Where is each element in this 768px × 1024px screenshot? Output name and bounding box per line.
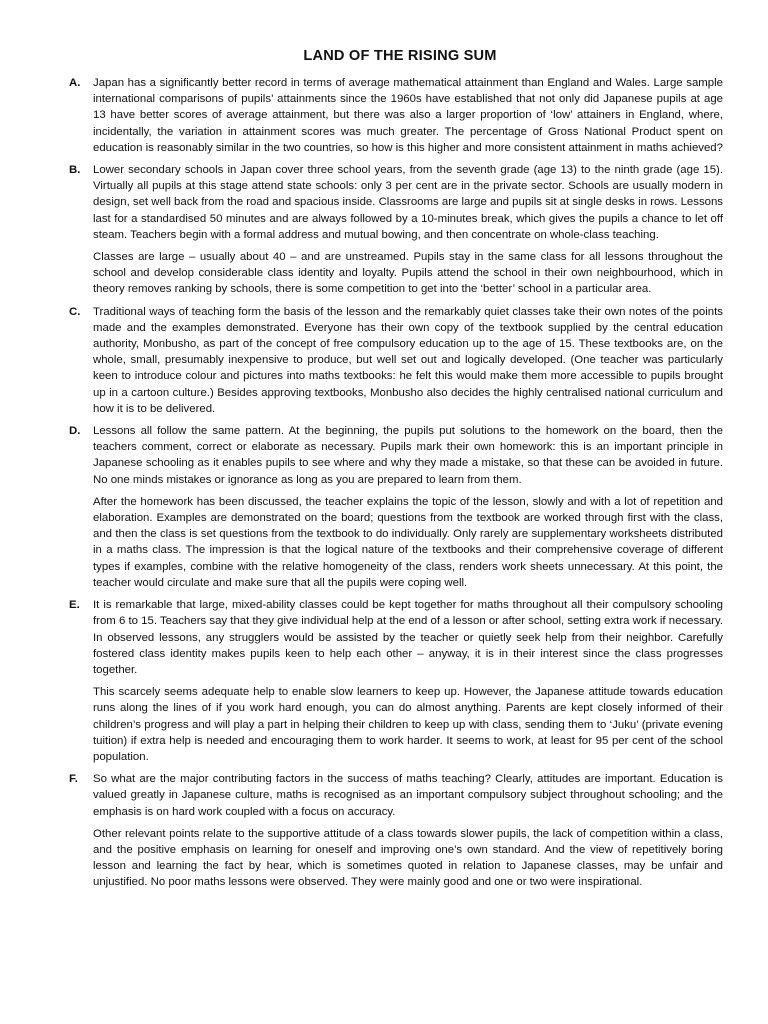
section-label: A. xyxy=(69,77,81,89)
paragraph: Classes are large – usually about 40 – and are unstreamed. Pupils stay in the same class for all lessons throughout the school and develop considerable class identity and loyalty. Pupils attend the school in their own neighbourhood, which in theory removes ranking by schools, there is some competition to get into the ‘better’ school in a particular area. xyxy=(93,251,723,296)
section-content xyxy=(93,423,723,591)
section-content xyxy=(93,162,723,298)
section-label: D. xyxy=(69,425,81,438)
paragraph: This scarcely seems adequate help to enable slow learners to keep up. However, the Japanese attitude towards education runs along the lines of if you work hard enough, you can do almost anything. Parents are kept closely informed of their children’s progress and will play a part in helping their children to keep up with class, sending them to ‘Juku’ (private evening tuition) if extra help is needed and encouraging them to work harder. It seems to work, at least for 95 per cent of the school population. xyxy=(93,686,723,763)
document-title: LAND OF THE RISING SUM xyxy=(303,48,497,64)
section-content xyxy=(93,75,723,156)
section-f xyxy=(69,771,723,890)
section-label: E. xyxy=(69,599,80,612)
paragraph: Lessons all follow the same pattern. At the beginning, the pupils put solutions to the homework on the board, then the teachers comment, correct or elaborate as necessary. Pupils mark their own homework: this is an important principle in Japanese schooling as it enables pupils to see where and why they made a mistake, so that these can be avoided in future. No one minds mistakes or ignorance as long as you are prepared to learn from them. xyxy=(93,425,723,486)
section-c xyxy=(69,304,723,417)
section-e xyxy=(69,597,723,765)
section-label: F. xyxy=(69,773,78,786)
paragraph: Japan has a significantly better record in terms of average mathematical attainment than England and Wales. Large sample international comparisons of pupils’ attainments since the 1960s have established that not only did Japanese pupils at age 13 have better scores of average attainment, but there was also a larger proportion of ‘low’ attainers in England, where, incidentally, the variation in attainment scores was much greater. The percentage of Gross National Product spent on education is reasonably similar in the two countries, so how is this higher and more consistent attainment in maths achieved? xyxy=(93,77,723,154)
section-b xyxy=(69,162,723,298)
paragraph: Traditional ways of teaching form the basis of the lesson and the remarkably quiet classes take their own notes of the points made and the examples demonstrated. Everyone has their own copy of the textbook supplied by the central education authority, Monbusho, as part of the concept of free compulsory education up to the age of 15. These textbooks are, on the whole, small, presumably inexpensive to produce, but well set out and logically developed. (One teacher was particularly keen to introduce colour and pictures into maths textbooks: he felt this would make them more accessible to pupils brought up in a cartoon culture.) Besides approving textbooks, Monbusho also decides the highly centralised national curriculum and how it is to be delivered. xyxy=(93,305,723,415)
section-content xyxy=(93,771,723,890)
paragraph: After the homework has been discussed, the teacher explains the topic of the lesson, slowly and with a lot of repetition and elaboration. Examples are demonstrated on the board; questions from the textbook are worked through first with the class, and then the class is set questions from the textbook to do individually. Only rarely are supplementary worksheets distributed in a maths class. The impression is that the logical nature of the textbooks and their comprehensive coverage of different types if examples, combine with the relative homogeneity of the class, renders work sheets unnecessary. At this point, the teacher would circulate and make sure that all the pupils were coping well. xyxy=(93,495,723,589)
section-label: B. xyxy=(69,164,81,177)
paragraph: Other relevant points relate to the supportive attitude of a class towards slower pupils, the lack of competition within a class, and the positive emphasis on learning for oneself and improving one’s own standard. And the view of repetitively boring lesson and learning the fact by hear, which is sometimes quoted in relation to Japanese classes, may be unfair and unjustified. No poor maths lessons were observed. They were mainly good and one or two were inspirational. xyxy=(93,827,723,889)
section-d xyxy=(69,423,723,591)
section-a xyxy=(69,75,723,156)
section-label: C. xyxy=(69,305,81,318)
paragraph: It is remarkable that large, mixed-ability classes could be kept together for maths throughout all their compulsory schooling from 6 to 15. Teachers say that they give individual help at the end of a lesson or after school, setting extra work if necessary. In observed lessons, any strugglers would be assisted by the teacher or quietly seek help from their neighbor. Carefully fostered class identity makes pupils keen to help each other – anyway, it is in their interest since the class progresses together. xyxy=(93,599,723,676)
section-content xyxy=(93,597,723,765)
section-content xyxy=(93,304,723,417)
paragraph: Lower secondary schools in Japan cover three school years, from the seventh grade (age 13) to the ninth grade (age 15). Virtually all pupils at this stage attend state schools: only 3 per cent are in the private sector. Schools are usually modern in design, set well back from the road and spacious inside. Classrooms are large and pupils sit at single desks in rows. Lessons last for a standardised 50 minutes and are always followed by a 10-minutes break, which gives the pupils a chance to let off steam. Teachers begin with a formal address and mutual bowing, and then concentrate on whole-class teaching. xyxy=(93,164,723,241)
paragraph: So what are the major contributing factors in the success of maths teaching? Clearly, attitudes are important. Education is valued greatly in Japanese culture, maths is recognised as an important compulsory subject throughout schooling; and the emphasis is on hard work coupled with a focus on accuracy. xyxy=(93,773,723,818)
